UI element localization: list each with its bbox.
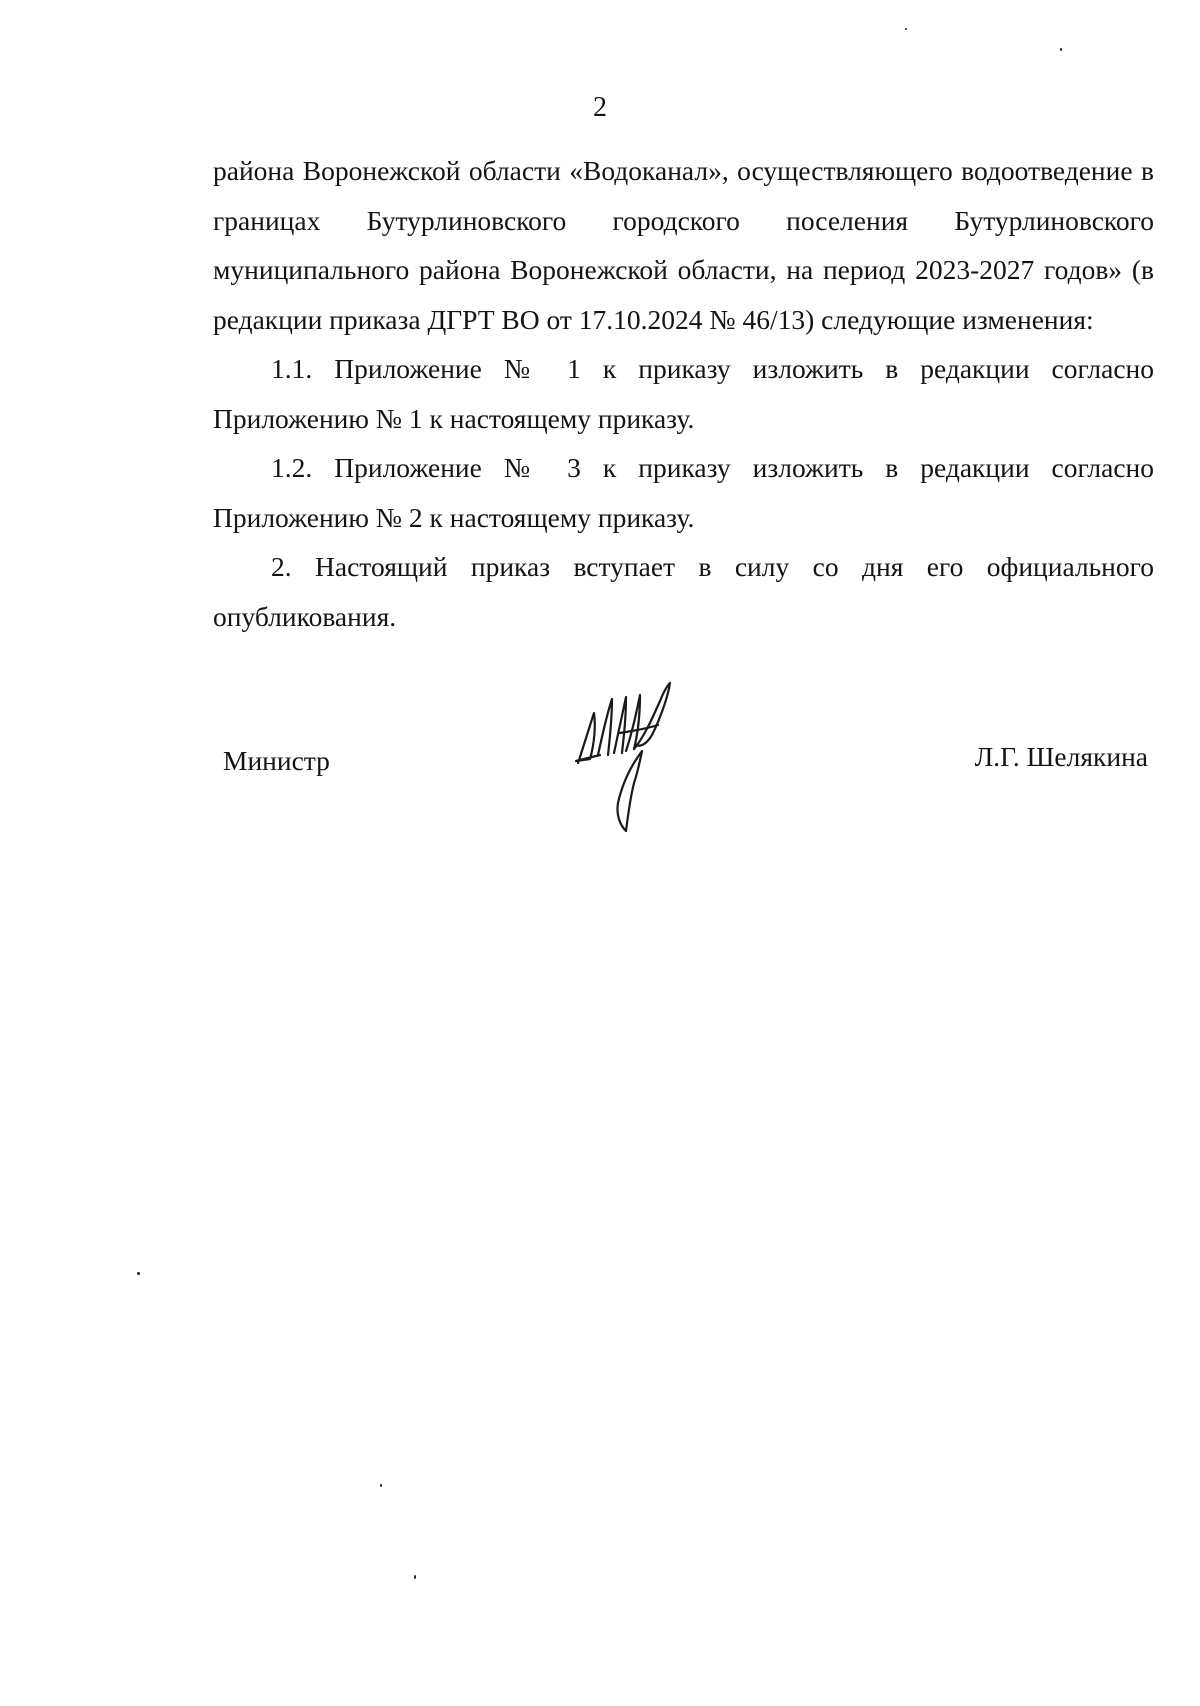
scan-speck: [414, 1575, 416, 1579]
scan-speck: [137, 1272, 140, 1275]
paragraph-continuation: района Воронежской области «Водоканал», осуществляющего водоотведение в границах Бутурлиновского городского поселения Бутурлиновского муниципального района Воронежской области, на период 2023-2027 годов» (в редакции приказа ДГРТ ВО от 17.10.2024 № 46/13) следующие изменения:: [213, 155, 1154, 335]
scan-speck: [905, 28, 907, 30]
signatory-name: Л.Г. Шелякина: [974, 741, 1148, 772]
scan-speck: [380, 1484, 382, 1487]
document-body: [213, 146, 1154, 641]
paragraph-item-1-2: 1.2. Приложение № 3 к приказу изложить в редакции согласно Приложению № 2 к настоящему приказу.: [213, 452, 1154, 533]
page-number: 2: [593, 92, 607, 123]
paragraph-item-2: 2. Настоящий приказ вступает в силу со дня его официального опубликования.: [213, 551, 1154, 632]
paragraph-item-1-1: 1.1. Приложение № 1 к приказу изложить в редакции согласно Приложению № 1 к настоящему приказу.: [213, 353, 1154, 434]
signatory-position: Министр: [223, 745, 330, 776]
scan-speck: [1060, 48, 1062, 51]
handwritten-signature-icon: [560, 675, 710, 855]
